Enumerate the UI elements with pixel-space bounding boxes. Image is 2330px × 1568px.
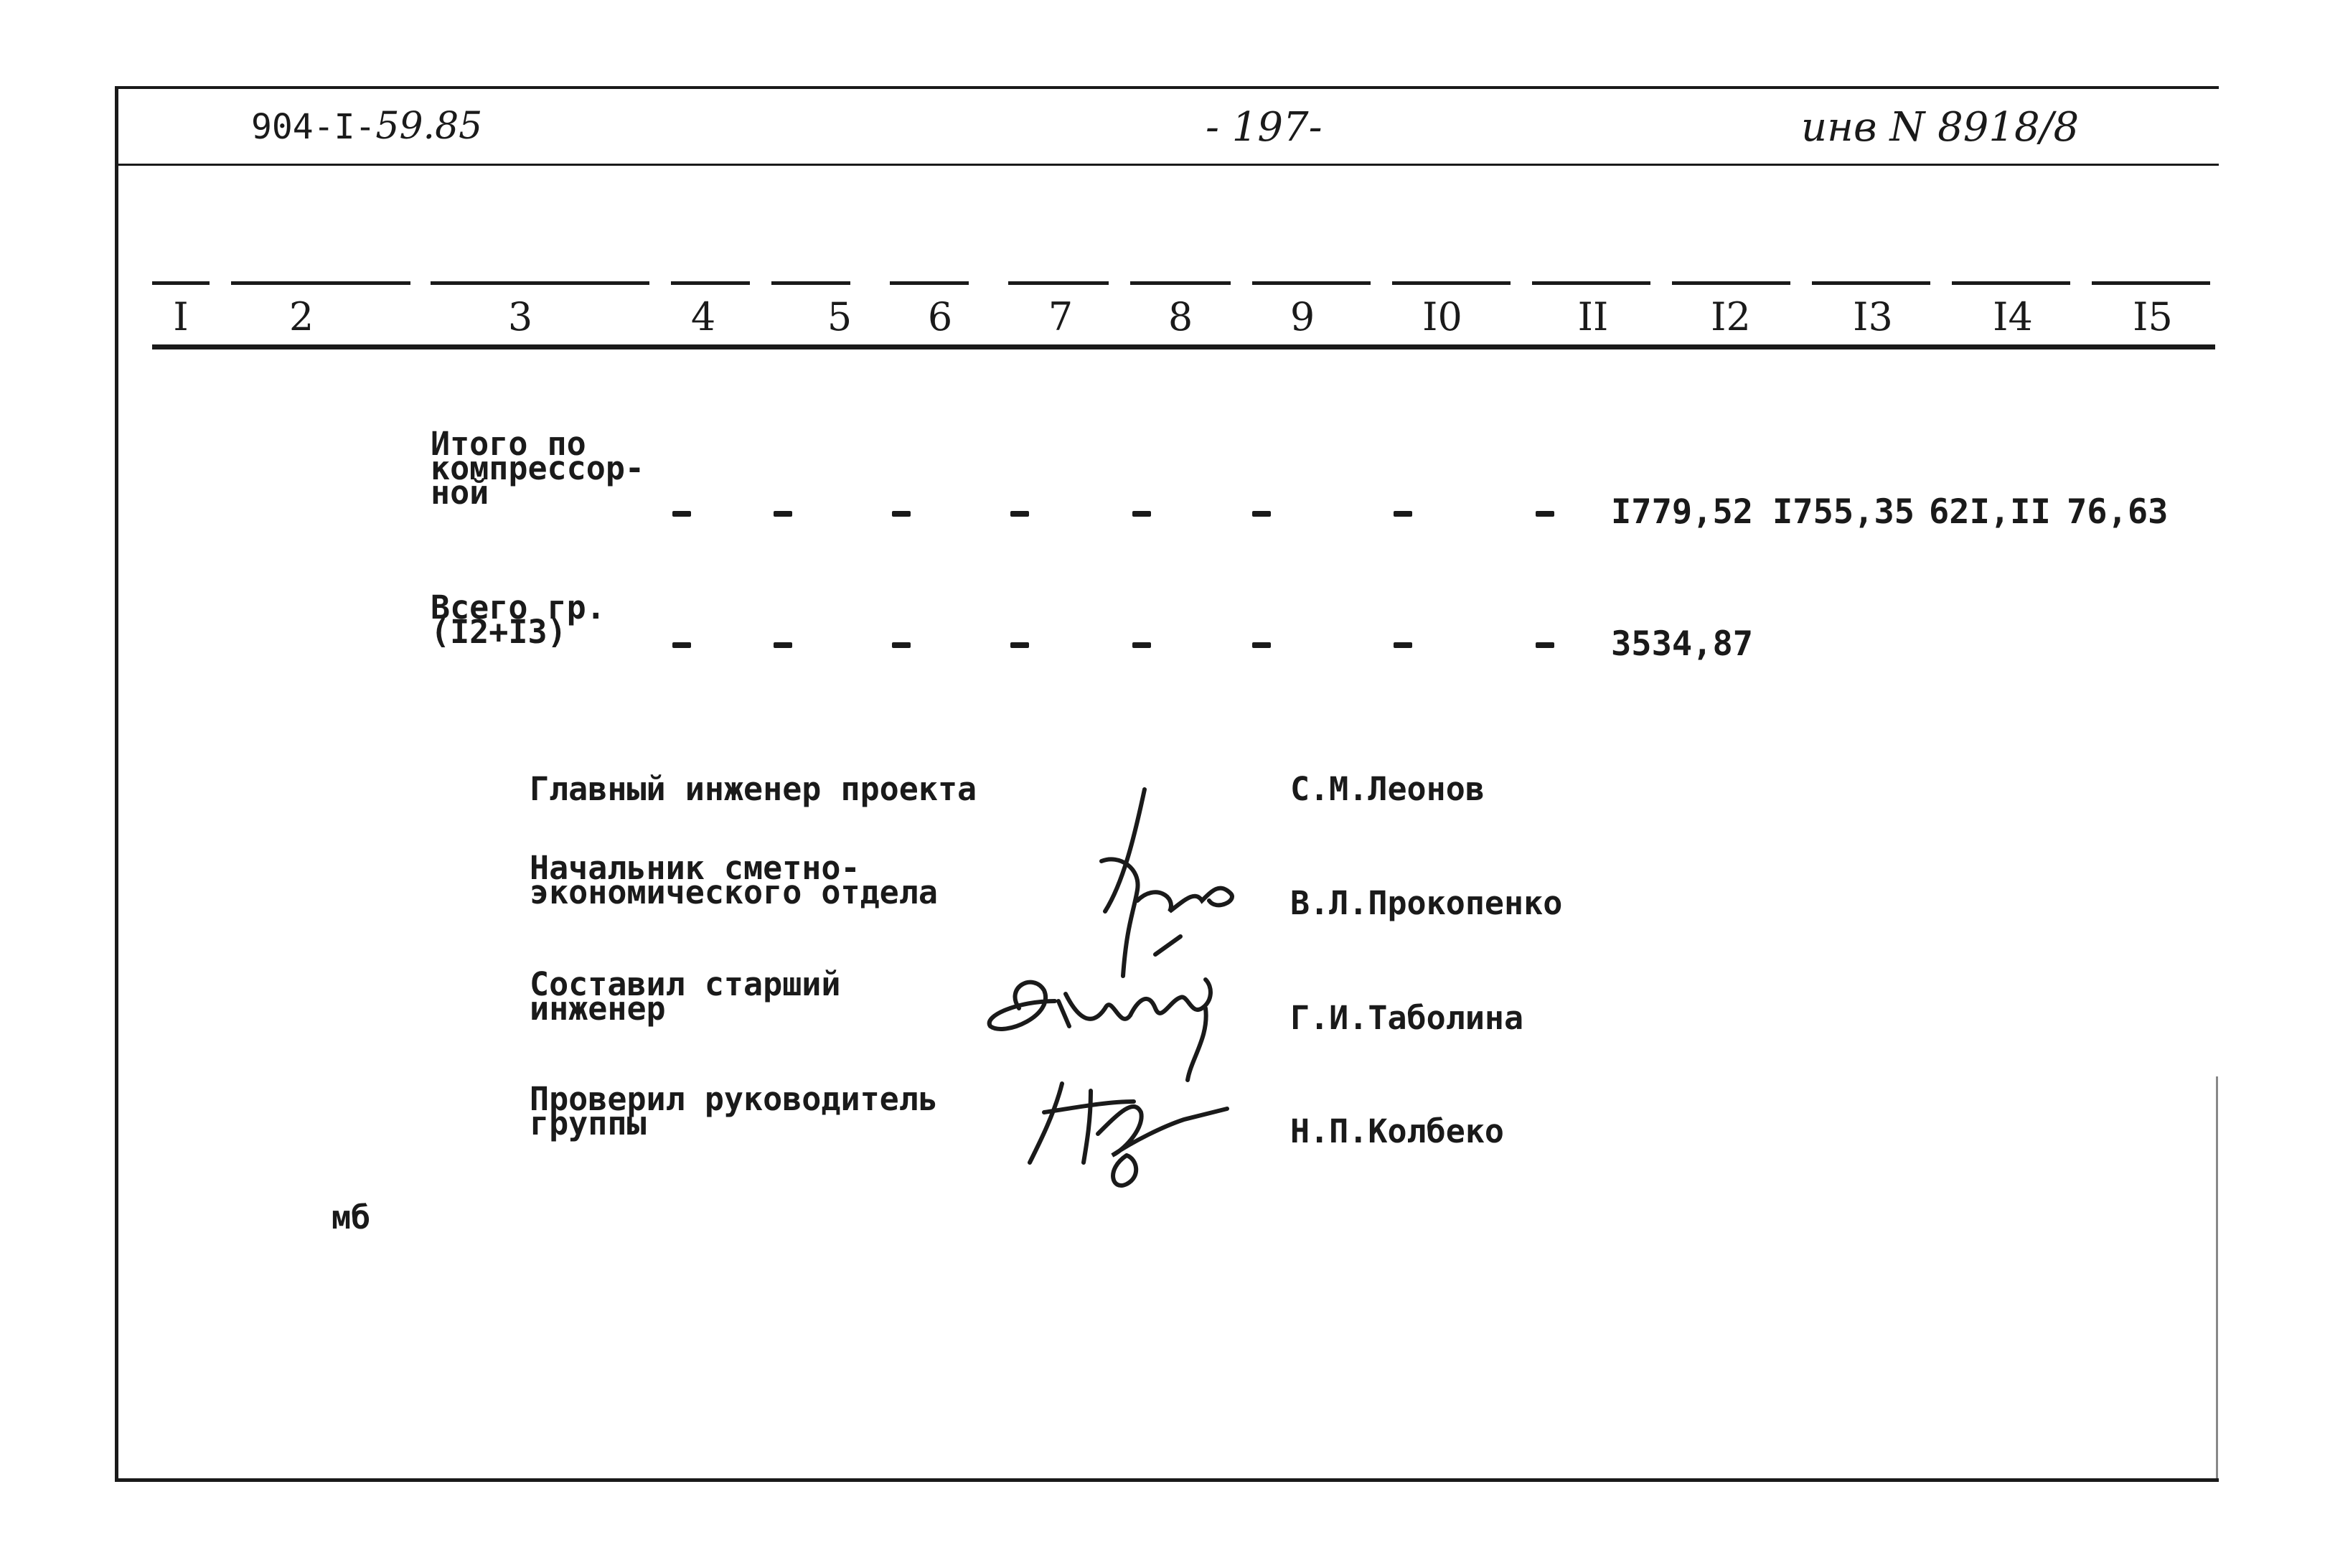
column-number: 8 <box>1168 294 1193 339</box>
column-number: 4 <box>690 294 716 339</box>
column-number: I2 <box>1711 294 1751 339</box>
row-dash <box>1252 511 1271 517</box>
column-number: 5 <box>827 294 852 339</box>
row-dash <box>892 511 911 517</box>
column-header-bottom-line <box>152 344 2215 349</box>
row-label: Итого по компрессор- ной <box>431 425 645 512</box>
column-number: 6 <box>927 294 953 339</box>
row-dash <box>1536 642 1554 648</box>
signature-name: С.М.Леонов <box>1290 770 1485 808</box>
row-value: I755,35 <box>1772 492 1915 532</box>
column-number: 3 <box>507 294 533 339</box>
frame-left-line <box>115 86 118 1482</box>
row-dash <box>1252 642 1271 648</box>
signature-title: Главный инженер проекта <box>530 770 977 808</box>
row-dash <box>1394 642 1412 648</box>
signature-title: Составил старший инженер <box>530 965 841 1028</box>
row-dash <box>1132 511 1151 517</box>
frame-top-line <box>115 86 2219 89</box>
doc-code-printed: 904-I- <box>251 107 376 147</box>
header-doc-code <box>251 105 483 148</box>
signature-name: Н.П.Колбеко <box>1290 1112 1505 1150</box>
row-dash <box>1010 511 1029 517</box>
signature-scribble-chief-engineer <box>1062 775 1263 983</box>
column-number: I <box>173 294 189 339</box>
signature-name: В.Л.Прокопенко <box>1290 884 1563 922</box>
row-dash <box>1132 642 1151 648</box>
column-number: I5 <box>2133 294 2173 339</box>
row-label: Всего гр. (I2+I3) <box>431 588 606 651</box>
column-number: 7 <box>1048 294 1074 339</box>
header-divider-line <box>115 164 2219 166</box>
signature-title: Проверил руководитель группы <box>530 1080 938 1142</box>
signature-name: Г.И.Таболина <box>1290 999 1524 1037</box>
page-number: - 197- <box>1206 104 1323 151</box>
column-number: I3 <box>1853 294 1893 339</box>
column-number: 9 <box>1290 294 1315 339</box>
row-dash <box>892 642 911 648</box>
row-dash <box>1394 511 1412 517</box>
row-dash <box>1536 511 1554 517</box>
signature-scribble-group-lead <box>1019 1069 1234 1198</box>
inventory-number: инв N 8918/8 <box>1801 104 2080 151</box>
row-dash <box>774 642 792 648</box>
footer-mark: мб <box>332 1198 371 1236</box>
row-dash <box>672 642 691 648</box>
row-value: 62I,II <box>1929 492 2051 532</box>
column-number: 2 <box>288 294 314 339</box>
row-dash <box>774 511 792 517</box>
row-value: 3534,87 <box>1611 624 1754 664</box>
row-value: 76,63 <box>2067 492 2169 532</box>
frame-right-line <box>2216 1076 2218 1478</box>
column-number: I4 <box>1993 294 2033 339</box>
column-number: I0 <box>1422 294 1462 339</box>
signature-scribble-senior-engineer <box>976 958 1263 1087</box>
frame-bottom-line <box>115 1478 2219 1482</box>
signature-title: Начальник сметно- экономического отдела <box>530 849 938 911</box>
doc-code-handwritten: 59.85 <box>375 105 483 148</box>
column-number: II <box>1577 294 1609 339</box>
row-dash <box>672 511 691 517</box>
row-value: I779,52 <box>1611 492 1754 532</box>
row-dash <box>1010 642 1029 648</box>
